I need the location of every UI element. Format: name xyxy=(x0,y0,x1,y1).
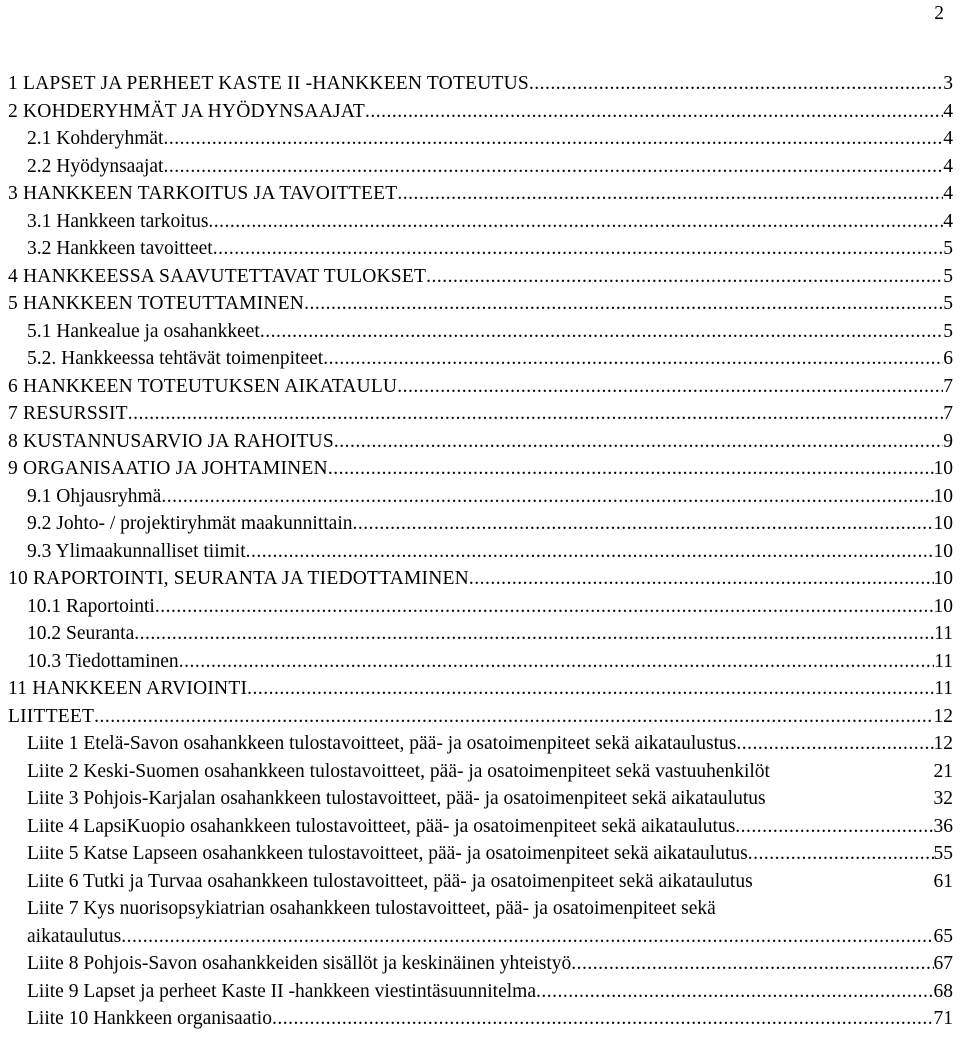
toc-entry-page: 6 xyxy=(943,348,953,369)
dot-leader xyxy=(352,510,933,538)
toc-entry-page: 4 xyxy=(943,183,953,204)
toc-entry-page: 3 xyxy=(943,73,953,94)
toc-entry-page: 4 xyxy=(943,155,953,177)
toc-entry-page: 5 xyxy=(943,238,953,259)
toc-entry-title: 9.1 Ohjausryhmä xyxy=(27,485,162,507)
toc-entry-title: Liite 6 Tutki ja Turvaa osahankkeen tulostavoitteet, pää- ja osatoimenpiteet sekä aikataulutus xyxy=(27,870,753,892)
toc-entry-title: 3 HANKKEEN TARKOITUS JA TAVOITTEET xyxy=(8,183,398,204)
toc-entry[interactable] xyxy=(8,1005,953,1033)
table-of-contents xyxy=(8,70,953,1033)
dot-leader xyxy=(128,400,943,428)
toc-entry-page: 71 xyxy=(933,1008,953,1029)
toc-entry-title: 1 LAPSET JA PERHEET KASTE II -HANKKEEN TOTEUTUS xyxy=(8,73,529,94)
toc-entry[interactable] xyxy=(8,483,953,511)
dot-leader xyxy=(397,180,943,208)
toc-entry-page: 55 xyxy=(933,843,953,864)
toc-entry-page: 12 xyxy=(933,705,953,727)
toc-entry-page: 9 xyxy=(943,430,953,452)
toc-entry-page: 10 xyxy=(933,568,953,589)
toc-entry-title: 10 RAPORTOINTI, SEURANTA JA TIEDOTTAMINEN xyxy=(8,568,469,589)
toc-entry-title: 11 HANKKEEN ARVIOINTI xyxy=(8,678,248,699)
dot-leader xyxy=(397,373,943,401)
toc-entry[interactable] xyxy=(8,180,953,208)
page-number: 2 xyxy=(934,3,944,24)
toc-entry[interactable] xyxy=(8,785,953,813)
toc-entry-page: 5 xyxy=(943,320,953,342)
toc-entry-title: 3.1 Hankkeen tarkoitus xyxy=(27,210,209,232)
dot-leader xyxy=(163,125,943,153)
dot-leader xyxy=(121,923,933,951)
toc-entry[interactable] xyxy=(8,318,953,346)
dot-leader xyxy=(155,593,934,621)
toc-entry[interactable] xyxy=(8,868,953,896)
toc-entry[interactable] xyxy=(8,98,953,126)
toc-entry-page: 11 xyxy=(934,650,953,672)
toc-entry-title: Liite 1 Etelä-Savon osahankkeen tulostavoitteet, pää- ja osatoimenpiteet sekä aikataulustus xyxy=(27,733,737,754)
toc-entry-title: 2.1 Kohderyhmät xyxy=(27,128,164,149)
toc-entry-title: 2.2 Hyödynsaajat xyxy=(27,155,164,177)
toc-entry-page: 36 xyxy=(933,815,953,837)
dot-leader xyxy=(748,840,934,868)
toc-entry-title: 9.3 Ylimaakunnalliset tiimit xyxy=(27,540,246,562)
dot-leader xyxy=(304,290,943,318)
toc-entry-page: 10 xyxy=(933,513,953,534)
dot-leader xyxy=(246,538,934,566)
toc-entry-page: 61 xyxy=(933,870,953,892)
dot-leader xyxy=(365,98,943,126)
toc-entry-title: 7 RESURSSIT xyxy=(8,403,128,424)
toc-entry[interactable] xyxy=(8,565,953,593)
dot-leader xyxy=(134,620,934,648)
toc-entry-title: Liite 8 Pohjois-Savon osahankkeiden sisällöt ja keskinäinen yhteistyö xyxy=(27,953,572,974)
dot-leader xyxy=(536,978,934,1006)
toc-entry[interactable] xyxy=(8,235,953,263)
toc-entry-page: 4 xyxy=(943,210,953,232)
toc-entry-page: 12 xyxy=(933,733,953,754)
dot-leader xyxy=(94,703,933,731)
toc-entry-page: 10 xyxy=(933,540,953,562)
dot-leader xyxy=(323,345,943,373)
toc-entry[interactable] xyxy=(8,125,953,153)
toc-entry-page: 11 xyxy=(934,623,953,644)
toc-entry-title-continued xyxy=(27,923,953,951)
toc-entry-title-line2: aikataulutus xyxy=(27,925,122,947)
toc-entry-page: 4 xyxy=(943,128,953,149)
toc-entry-page: 5 xyxy=(943,293,953,314)
toc-entry-title: 9 ORGANISAATIO JA JOHTAMINEN xyxy=(8,458,328,479)
toc-entry[interactable] xyxy=(8,345,953,373)
toc-entry[interactable] xyxy=(8,978,953,1006)
toc-entry-title: 3.2 Hankkeen tavoitteet xyxy=(27,238,213,259)
dot-leader xyxy=(571,950,933,978)
dot-leader xyxy=(247,675,934,703)
toc-entry[interactable] xyxy=(8,70,953,98)
toc-entry-title: 4 HANKKEESSA SAAVUTETTAVAT TULOKSET xyxy=(8,265,427,287)
toc-entry[interactable] xyxy=(8,675,953,703)
toc-entry-page: 7 xyxy=(943,375,953,397)
toc-entry[interactable] xyxy=(8,510,953,538)
toc-entry[interactable] xyxy=(8,263,953,291)
toc-entry-title: 2 KOHDERYHMÄT JA HYÖDYNSAAJAT xyxy=(8,100,366,122)
toc-entry[interactable] xyxy=(8,455,953,483)
toc-entry-title: Liite 9 Lapset ja perheet Kaste II -hankkeen viestintäsuunnitelma xyxy=(27,980,536,1002)
dot-leader xyxy=(163,153,943,181)
toc-entry-title: LIITTEET xyxy=(8,705,95,727)
toc-entry-page: 10 xyxy=(933,458,953,479)
toc-entry[interactable] xyxy=(8,153,953,181)
toc-entry-page: 4 xyxy=(943,100,953,122)
dot-leader xyxy=(161,483,933,511)
dot-leader xyxy=(179,648,935,676)
toc-entry-page: 7 xyxy=(943,403,953,424)
toc-entry-title: Liite 4 LapsiKuopio osahankkeen tulostavoitteet, pää- ja osatoimenpiteet sekä aikataulutus xyxy=(27,815,736,837)
toc-entry[interactable] xyxy=(8,620,953,648)
toc-entry-page: 11 xyxy=(934,678,953,699)
toc-entry[interactable] xyxy=(8,950,953,978)
toc-entry[interactable] xyxy=(8,593,953,621)
dot-leader xyxy=(426,263,943,291)
toc-entry-title: 10.3 Tiedottaminen xyxy=(27,650,179,672)
toc-entry-title: 5.1 Hankealue ja osahankkeet xyxy=(27,320,260,342)
toc-entry[interactable] xyxy=(8,648,953,676)
toc-entry[interactable] xyxy=(8,703,953,731)
toc-entry-title: Liite 10 Hankkeen organisaatio xyxy=(27,1008,272,1029)
toc-entry-page: 68 xyxy=(933,980,953,1002)
toc-entry[interactable] xyxy=(8,428,953,456)
toc-entry-title: Liite 5 Katse Lapseen osahankkeen tulostavoitteet, pää- ja osatoimenpiteet sekä aikataulutus xyxy=(27,843,748,864)
toc-entry-page: 32 xyxy=(933,788,953,809)
toc-entry[interactable] xyxy=(8,758,953,786)
toc-entry-title: 6 HANKKEEN TOTEUTUKSEN AIKATAULU xyxy=(8,375,398,397)
toc-entry[interactable] xyxy=(8,400,953,428)
toc-entry[interactable] xyxy=(8,840,953,868)
toc-entry[interactable] xyxy=(8,895,953,950)
toc-entry-page: 65 xyxy=(933,925,953,947)
toc-entry-title: 10.2 Seuranta xyxy=(27,623,135,644)
dot-leader xyxy=(208,208,943,236)
toc-entry[interactable] xyxy=(8,730,953,758)
dot-leader xyxy=(334,428,943,456)
dot-leader xyxy=(469,565,934,593)
toc-entry-title: 10.1 Raportointi xyxy=(27,595,155,617)
toc-entry-page: 10 xyxy=(933,595,953,617)
toc-entry-title: 5 HANKKEEN TOTEUTTAMINEN xyxy=(8,293,305,314)
toc-entry-title: Liite 3 Pohjois-Karjalan osahankkeen tulostavoitteet, pää- ja osatoimenpiteet sekä aikataulutus xyxy=(27,788,766,809)
dot-leader xyxy=(272,1005,934,1033)
dot-leader xyxy=(328,455,934,483)
toc-entry[interactable] xyxy=(8,373,953,401)
dot-leader xyxy=(736,730,933,758)
toc-entry-page: 5 xyxy=(943,265,953,287)
toc-entry-title: 9.2 Johto- / projektiryhmät maakunnittain xyxy=(27,513,353,534)
toc-entry-page: 21 xyxy=(933,760,953,782)
toc-entry-page: 67 xyxy=(933,953,953,974)
toc-entry-title: 5.2. Hankkeessa tehtävät toimenpiteet xyxy=(27,348,324,369)
toc-entry[interactable] xyxy=(8,538,953,566)
dot-leader xyxy=(213,235,944,263)
dot-leader xyxy=(735,813,933,841)
dot-leader xyxy=(260,318,943,346)
toc-entry[interactable] xyxy=(8,208,953,236)
toc-entry-title: Liite 2 Keski-Suomen osahankkeen tulostavoitteet, pää- ja osatoimenpiteet sekä vastuuhenkilöt xyxy=(27,760,770,782)
dot-leader xyxy=(529,70,943,98)
toc-entry[interactable] xyxy=(8,813,953,841)
toc-entry-title: Liite 7 Kys nuorisopsykiatrian osahankkeen tulostavoitteet, pää- ja osatoimenpiteet sekä xyxy=(27,898,716,919)
toc-entry-title: 8 KUSTANNUSARVIO JA RAHOITUS xyxy=(8,430,334,452)
toc-entry[interactable] xyxy=(8,290,953,318)
toc-entry-page: 10 xyxy=(933,485,953,507)
